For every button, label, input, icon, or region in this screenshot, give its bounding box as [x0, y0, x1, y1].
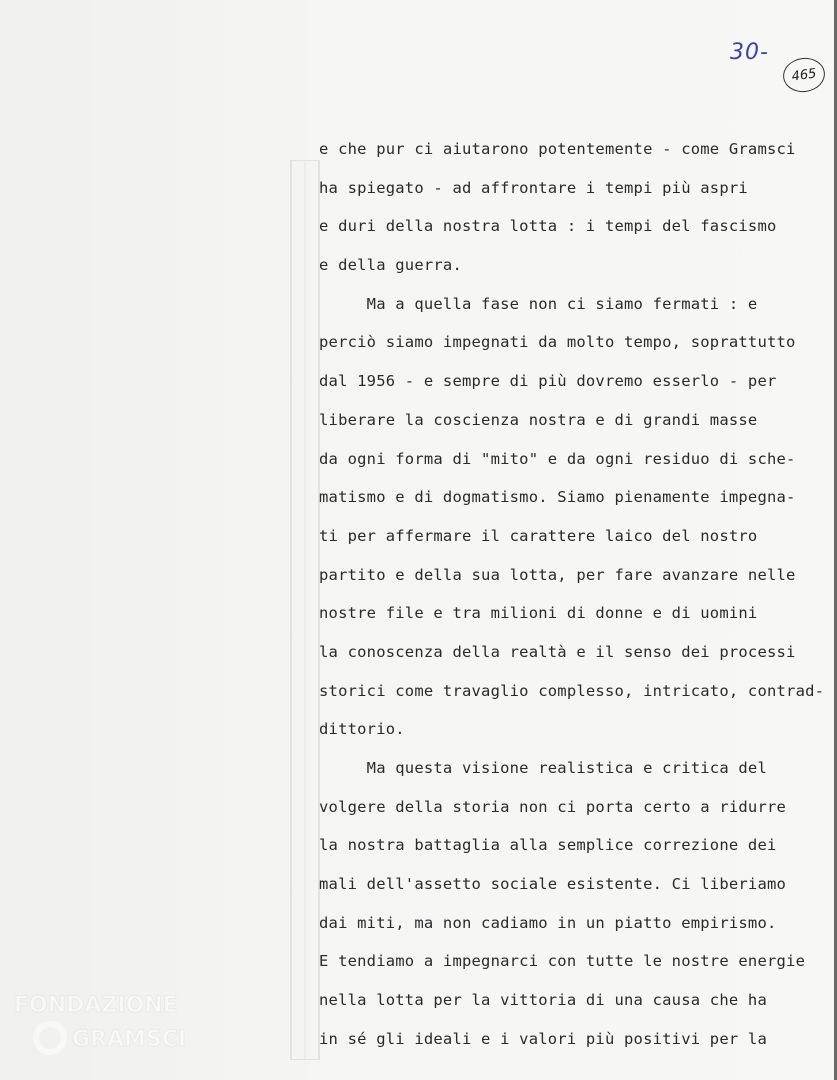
- text-line: e della guerra.: [319, 256, 462, 275]
- folio-circled-number: [781, 55, 827, 95]
- text-line: partito e della sua lotta, per fare avanzare nelle: [319, 565, 796, 584]
- text-line: mali dell'assetto sociale esistente. Ci liberiamo: [319, 875, 787, 894]
- text-line: Ma questa visione realistica e critica del: [319, 759, 767, 777]
- text-line: in sé gli ideali e i valori più positivi per la: [319, 1029, 767, 1048]
- text-line: e che pur ci aiutarono potentemente - come Gramsci: [319, 140, 796, 158]
- folio-number-text: 465: [790, 65, 818, 85]
- logo-text-line2: GRAMSCI: [72, 1027, 187, 1052]
- text-line: la nostra battaglia alla semplice correzione dei: [319, 836, 777, 855]
- text-line: storici come travaglio complesso, intricato, contrad-: [319, 681, 825, 700]
- text-line: da ogni forma di "mito" e da ogni residuo di sche-: [319, 449, 796, 468]
- text-line: ti per affermare il carattere laico del nostro: [319, 526, 758, 545]
- text-line: ha spiegato - ad affrontare i tempi più aspri: [319, 178, 748, 197]
- text-line: Ma a quella fase non ci siamo fermati : e: [319, 294, 758, 313]
- text-line: e duri della nostra lotta : i tempi del fascismo: [319, 217, 777, 236]
- text-line: liberare la coscienza nostra e di grandi masse: [319, 410, 758, 429]
- text-line: perciò siamo impegnati da molto tempo, soprattutto: [319, 333, 796, 352]
- archive-page-number: 30-: [730, 40, 769, 65]
- typed-body-text: [319, 137, 825, 1066]
- text-line: nostre file e tra milioni di donne e di uomini: [319, 604, 758, 623]
- text-line: nella lotta per la vittoria di una causa che ha: [319, 991, 767, 1010]
- logo-text-line1: FONDAZIONE: [14, 993, 178, 1018]
- text-line: dittorio.: [319, 720, 405, 739]
- logo-g-shape: [36, 1024, 64, 1052]
- text-line: dal 1956 - e sempre di più dovremo esserlo - per: [319, 372, 777, 391]
- fondazione-gramsci-logo: [12, 990, 212, 1070]
- text-line: la conoscenza della realtà e il senso dei processi: [319, 642, 796, 661]
- text-line: E tendiamo a impegnarci con tutte le nostre energie: [319, 952, 806, 971]
- text-line: matismo e di dogmatismo. Siamo pienamente impegna-: [319, 488, 796, 507]
- text-line: volgere della storia non ci porta certo a ridurre: [319, 797, 787, 816]
- text-line: dai miti, ma non cadiamo in un piatto empirismo.: [319, 913, 777, 932]
